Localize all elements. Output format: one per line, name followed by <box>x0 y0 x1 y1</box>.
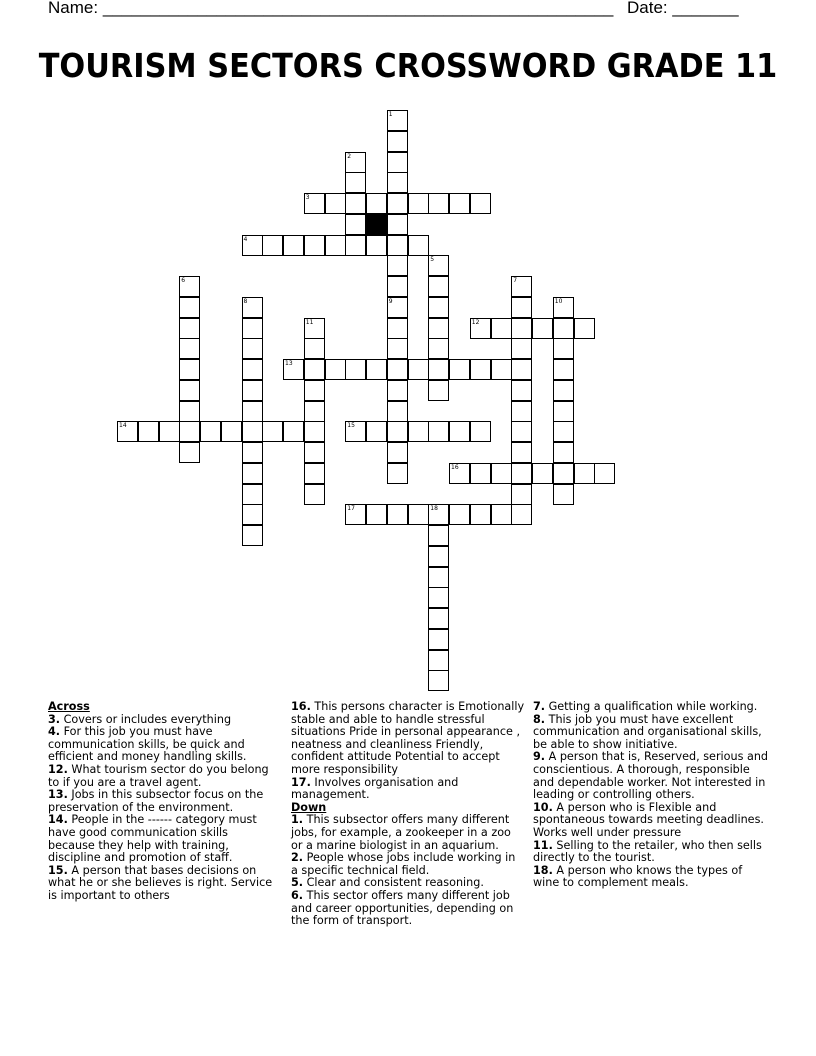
cell-number: 10 <box>554 297 563 305</box>
grid-cell[interactable] <box>387 214 408 235</box>
cell-number: 4 <box>243 235 248 243</box>
grid-cell[interactable] <box>428 670 449 691</box>
grid-cell[interactable] <box>283 235 304 256</box>
grid-cell[interactable] <box>179 276 200 297</box>
grid-cell[interactable] <box>553 297 574 318</box>
grid-cell[interactable] <box>304 463 325 484</box>
date-line[interactable]: _______ <box>672 0 739 17</box>
grid-cell[interactable] <box>428 380 449 401</box>
clue-down-9: 9. A person that is, Reserved, serious and conscientious. A thorough, responsible and dependable worker. Not interested in leading or controlling others. <box>533 750 769 802</box>
grid-cell[interactable] <box>449 359 470 380</box>
grid-cell[interactable] <box>366 359 387 380</box>
grid-cell[interactable] <box>345 421 366 442</box>
grid-cell[interactable] <box>283 359 304 380</box>
grid-cell[interactable] <box>283 421 304 442</box>
name-label: Name: <box>48 0 99 17</box>
grid-cell[interactable] <box>366 193 387 214</box>
grid-cell[interactable] <box>345 152 366 173</box>
grid-cell[interactable] <box>179 442 200 463</box>
grid-cell[interactable] <box>179 401 200 422</box>
grid-cell[interactable] <box>574 318 595 339</box>
grid-cell[interactable] <box>262 421 283 442</box>
clue-down-8: 8. This job you must have excellent communication and organisational skills, be able to show initiative. <box>533 712 762 751</box>
grid-cell[interactable] <box>345 235 366 256</box>
grid-cell[interactable] <box>242 380 263 401</box>
grid-cell[interactable] <box>325 359 346 380</box>
grid-cell[interactable] <box>345 504 366 525</box>
grid-cell[interactable] <box>345 359 366 380</box>
grid-cell[interactable] <box>553 484 574 505</box>
cell-number: 15 <box>347 422 355 430</box>
grid-cell[interactable] <box>179 421 200 442</box>
cell-number: 13 <box>285 360 293 367</box>
cell-number: 9 <box>388 297 393 305</box>
grid-cell[interactable] <box>304 484 325 505</box>
grid-cell[interactable] <box>366 421 387 442</box>
grid-cell[interactable] <box>387 152 408 173</box>
grid-cell[interactable] <box>408 359 429 380</box>
grid-cell[interactable] <box>511 276 532 297</box>
clue-across-16: 16. This persons character is Emotionally stable and able to handle stressful situations Pride in personal appearance , neatness and cleanliness Friendly, confident attitude Potential to accept more responsibility <box>291 700 525 776</box>
grid-cell[interactable] <box>449 504 470 525</box>
grid-cell[interactable] <box>428 504 449 525</box>
date-label: Date: <box>627 0 668 17</box>
grid-cell[interactable] <box>345 193 366 214</box>
cell-number: 2 <box>347 152 352 160</box>
grid-cell[interactable] <box>511 463 532 484</box>
grid-cell[interactable] <box>387 504 408 525</box>
grid-cell[interactable] <box>491 504 512 525</box>
clue-across-12: 12. What tourism sector do you belong to if you are a travel agent. <box>48 762 269 789</box>
grid-cell[interactable] <box>387 318 408 339</box>
grid-cell[interactable] <box>470 504 491 525</box>
grid-cell[interactable] <box>491 359 512 380</box>
grid-cell[interactable] <box>553 318 574 339</box>
grid-cell[interactable] <box>553 442 574 463</box>
grid-cell[interactable] <box>428 297 449 318</box>
grid-cell[interactable] <box>428 338 449 359</box>
grid-cell[interactable] <box>428 608 449 629</box>
grid-cell[interactable] <box>470 421 491 442</box>
grid-cell[interactable] <box>428 421 449 442</box>
grid-cell[interactable] <box>242 504 263 525</box>
clue-across-4: 4. For this job you must have communication skills, be quick and efficient and money handling skills. <box>48 725 247 764</box>
grid-cell[interactable] <box>179 338 200 359</box>
grid-cell[interactable] <box>242 421 263 442</box>
grid-cell[interactable] <box>325 193 346 214</box>
clue-across-13: 13. Jobs in this subsector focus on the preservation of the environment. <box>48 788 264 814</box>
grid-cell[interactable] <box>408 235 429 256</box>
grid-cell[interactable] <box>449 421 470 442</box>
grid-cell[interactable] <box>470 318 491 339</box>
grid-cell[interactable] <box>387 380 408 401</box>
grid-cell[interactable] <box>242 338 263 359</box>
grid-cell[interactable] <box>387 359 408 380</box>
grid-cell[interactable] <box>242 463 263 484</box>
clue-down-18: 18. A person who knows the types of wine to complement meals. <box>533 863 743 890</box>
grid-cell[interactable] <box>387 401 408 422</box>
grid-cell[interactable] <box>387 463 408 484</box>
grid-cell[interactable] <box>553 463 574 484</box>
grid-cell[interactable] <box>304 380 325 401</box>
grid-cell[interactable] <box>408 193 429 214</box>
cell-number: 3 <box>305 194 310 201</box>
grid-cell[interactable] <box>387 421 408 442</box>
cell-number: 12 <box>471 318 480 326</box>
grid-cell[interactable] <box>428 587 449 608</box>
grid-cell[interactable] <box>511 442 532 463</box>
grid-cell[interactable] <box>594 463 615 484</box>
grid-cell[interactable] <box>387 442 408 463</box>
grid-cell[interactable] <box>387 110 408 131</box>
cell-number: 11 <box>305 318 314 326</box>
grid-cell[interactable] <box>511 359 532 380</box>
clue-down-1: 1. This subsector offers many different jobs, for example, a zookeeper in a zoo or a marine biologist in an aquarium. <box>291 813 511 852</box>
name-field[interactable] <box>48 0 613 18</box>
grid-cell[interactable] <box>428 318 449 339</box>
cell-number: 6 <box>181 277 186 284</box>
page-title: TOURISM SECTORS CROSSWORD GRADE 11 <box>38 46 778 85</box>
clues-column-2 <box>291 701 525 928</box>
grid-cell[interactable] <box>242 297 263 318</box>
clue-across-15: 15. A person that bases decisions on what he or she believes is right. Service is important to others <box>48 863 273 902</box>
grid-cell[interactable] <box>470 193 491 214</box>
grid-cell[interactable] <box>159 421 180 442</box>
grid-cell[interactable] <box>304 442 325 463</box>
grid-cell[interactable] <box>366 504 387 525</box>
clues-column-3 <box>533 701 769 890</box>
grid-cell[interactable] <box>387 276 408 297</box>
grid-cell[interactable] <box>511 421 532 442</box>
grid-cell[interactable] <box>574 463 595 484</box>
grid-cell[interactable] <box>408 421 429 442</box>
grid-cell[interactable] <box>449 463 470 484</box>
clue-across-14: 14. People in the ------ category must have good communication skills because they help with training, discipline and promotion of staff. <box>48 813 257 865</box>
grid-cell[interactable] <box>179 297 200 318</box>
grid-cell[interactable] <box>242 442 263 463</box>
grid-cell[interactable] <box>511 318 532 339</box>
grid-cell[interactable] <box>428 629 449 650</box>
grid-cell[interactable] <box>345 172 366 193</box>
grid-cell[interactable] <box>387 172 408 193</box>
grid-cell[interactable] <box>304 193 325 214</box>
black-cell <box>366 214 387 235</box>
grid-cell[interactable] <box>428 255 449 276</box>
cell-number: 1 <box>388 111 393 118</box>
grid-cell[interactable] <box>242 401 263 422</box>
grid-cell[interactable] <box>532 318 553 339</box>
grid-cell[interactable] <box>511 380 532 401</box>
clue-down-7: 7. Getting a qualification while working. <box>533 700 758 713</box>
grid-cell[interactable] <box>470 463 491 484</box>
cell-number: 5 <box>430 256 435 264</box>
clue-across-3: 3. Covers or includes everything <box>48 712 232 726</box>
grid-cell[interactable] <box>532 463 553 484</box>
grid-cell[interactable] <box>262 235 283 256</box>
name-line[interactable]: ______________________________________________________ <box>102 0 614 17</box>
clues-column-1 <box>48 701 278 903</box>
grid-cell[interactable] <box>304 359 325 380</box>
grid-cell[interactable] <box>428 525 449 546</box>
grid-cell[interactable] <box>179 318 200 339</box>
grid-cell[interactable] <box>428 546 449 567</box>
grid-cell[interactable] <box>387 255 408 276</box>
grid-cell[interactable] <box>304 235 325 256</box>
grid-cell[interactable] <box>242 359 263 380</box>
grid-cell[interactable] <box>408 504 429 525</box>
grid-cell[interactable] <box>387 297 408 318</box>
cell-number: 17 <box>347 505 355 513</box>
grid-cell[interactable] <box>428 276 449 297</box>
grid-cell[interactable] <box>511 338 532 359</box>
cell-number: 7 <box>513 277 518 284</box>
clue-across-17: 17. Involves organisation and management. <box>291 775 459 802</box>
grid-cell[interactable] <box>387 338 408 359</box>
grid-cell[interactable] <box>511 504 532 525</box>
grid-cell[interactable] <box>511 401 532 422</box>
clue-down-2: 2. People whose jobs include working in a specific technical field. <box>291 851 516 877</box>
grid-cell[interactable] <box>553 421 574 442</box>
grid-cell[interactable] <box>428 193 449 214</box>
grid-cell[interactable] <box>387 235 408 256</box>
cell-number: 8 <box>243 297 248 305</box>
grid-cell[interactable] <box>304 421 325 442</box>
grid-cell[interactable] <box>428 567 449 588</box>
clue-down-11: 11. Selling to the retailer, who then sells directly to the tourist. <box>533 838 762 865</box>
grid-cell[interactable] <box>387 131 408 152</box>
grid-cell[interactable] <box>242 235 263 256</box>
grid-cell[interactable] <box>387 193 408 214</box>
grid-cell[interactable] <box>511 297 532 318</box>
grid-cell[interactable] <box>428 359 449 380</box>
grid-cell[interactable] <box>470 359 491 380</box>
grid-cell[interactable] <box>304 401 325 422</box>
grid-cell[interactable] <box>179 359 200 380</box>
grid-cell[interactable] <box>179 380 200 401</box>
cell-number: 14 <box>119 422 127 430</box>
clue-down-10: 10. A person who is Flexible and spontaneous towards meeting deadlines. Works well under pressure <box>533 800 764 839</box>
grid-cell[interactable] <box>553 359 574 380</box>
across-heading: Across <box>48 700 90 713</box>
clue-down-6: 6. This sector offers many different job and career opportunities, depending on the form of transport. <box>291 888 514 928</box>
grid-cell[interactable] <box>325 235 346 256</box>
grid-cell[interactable] <box>221 421 242 442</box>
grid-cell[interactable] <box>242 484 263 505</box>
grid-cell[interactable] <box>366 235 387 256</box>
grid-cell[interactable] <box>449 193 470 214</box>
grid-cell[interactable] <box>553 380 574 401</box>
grid-cell[interactable] <box>491 463 512 484</box>
grid-cell[interactable] <box>491 318 512 339</box>
grid-cell[interactable] <box>304 318 325 339</box>
grid-cell[interactable] <box>304 338 325 359</box>
grid-cell[interactable] <box>242 525 263 546</box>
grid-cell[interactable] <box>242 318 263 339</box>
clue-down-5: 5. Clear and consistent reasoning. <box>291 876 484 890</box>
grid-cell[interactable] <box>511 484 532 505</box>
date-field[interactable] <box>627 0 739 18</box>
cell-number: 18 <box>430 505 438 513</box>
cell-number: 16 <box>451 463 459 471</box>
grid-cell[interactable] <box>553 338 574 359</box>
grid-cell[interactable] <box>345 214 366 235</box>
grid-cell[interactable] <box>117 421 138 442</box>
grid-cell[interactable] <box>428 650 449 671</box>
down-heading: Down <box>291 800 327 814</box>
grid-cell[interactable] <box>138 421 159 442</box>
grid-cell[interactable] <box>553 401 574 422</box>
grid-cell[interactable] <box>200 421 221 442</box>
